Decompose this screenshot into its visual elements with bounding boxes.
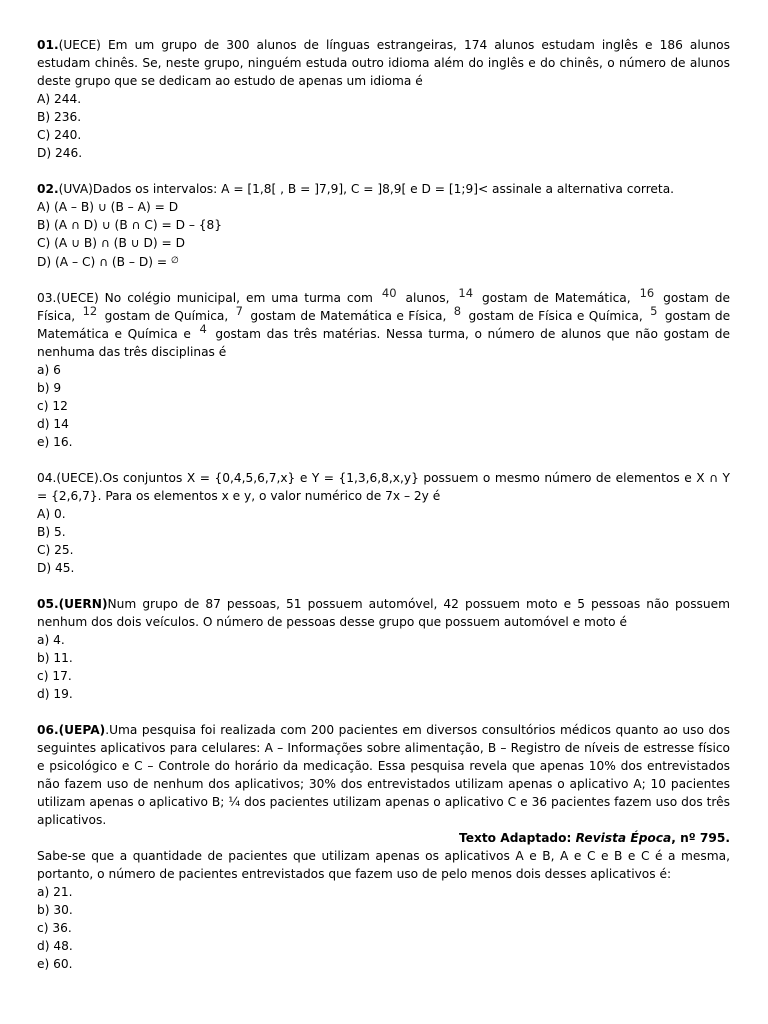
option: D) 45. — [37, 561, 75, 575]
option: b) 11. — [37, 651, 73, 665]
option: A) 0. — [37, 507, 66, 521]
text-segment: gostam de Matemática e Química e — [37, 309, 731, 341]
option: A) 244. — [37, 92, 82, 106]
question-03-label: 03.(UECE) No colégio municipal, em uma turma com — [37, 291, 373, 305]
question-06-statement — [37, 721, 730, 829]
number-math: 14 — [458, 286, 474, 300]
option: a) 6 — [37, 363, 61, 377]
question-04-statement: 04.(UECE).Os conjuntos X = {0,4,5,6,7,x} e Y = {1,3,6,8,x,y} possuem o mesmo número de elementos e X ∩ Y = {2,6,7}. Para os elementos x e y, o valor numérico de 7x – 2y é — [37, 471, 730, 503]
option: A) (A – B) ∪ (B – A) = D — [37, 200, 179, 214]
source-label: Texto Adaptado: — [459, 831, 576, 845]
text-segment: gostam de Física, — [37, 291, 731, 323]
question-06-number: 06.(UEPA) — [37, 723, 106, 737]
number-physics: 16 — [639, 286, 655, 300]
question-03-statement — [37, 286, 731, 361]
empty-set-symbol: ∅ — [170, 256, 179, 266]
text-segment: gostam de Matemática, — [482, 291, 631, 305]
question-01 — [37, 36, 730, 162]
option: C) 25. — [37, 543, 74, 557]
question-01-statement — [37, 36, 730, 90]
question-05-text: Num grupo de 87 pessoas, 51 possuem automóvel, 42 possuem moto e 5 pessoas não possuem nenhum dos dois veículos. O número de pessoas desse grupo que possuem automóvel e moto é — [37, 597, 730, 629]
question-02 — [37, 180, 730, 271]
option: d) 19. — [37, 687, 73, 701]
question-06-text: .Uma pesquisa foi realizada com 200 pacientes em diversos consultórios médicos quanto ao uso dos seguintes aplicativos para celulares: A – Informações sobre alimentação, B – Registro de níveis de estresse físico e psicológico e C – Controle do horário da medicação. Essa pesquisa revela que apenas 10% dos entrevistados não fazem uso de nenhum dos aplicativos; 30% dos entrevistados utilizam apenas o aplicativo A; 10 pacientes utilizam apenas o aplicativo B; ¼ dos pacientes utilizam apenas o aplicativo C e 36 pacientes fazem uso dos três aplicativos. — [37, 723, 730, 827]
question-01-text: (UECE) Em um grupo de 300 alunos de línguas estrangeiras, 174 alunos estudam inglês e 186 alunos estudam chinês. Se, neste grupo, ninguém estuda outro idioma além do inglês e do chinês, o número de alunos deste grupo que se dedicam ao estudo de apenas um idioma é — [37, 38, 730, 88]
question-01-number: 01. — [37, 38, 59, 52]
source-title: Revista Época — [575, 831, 672, 845]
number-physics-chemistry: 8 — [453, 304, 462, 318]
option: b) 9 — [37, 381, 62, 395]
option: e) 16. — [37, 435, 73, 449]
number-all-three: 4 — [199, 322, 207, 336]
number-chemistry: 12 — [82, 304, 98, 318]
option: B) 236. — [37, 110, 82, 124]
number-math-physics: 7 — [235, 304, 243, 318]
option: a) 21. — [37, 885, 73, 899]
question-03 — [37, 286, 731, 451]
number-total: 40 — [381, 286, 397, 300]
question-02-statement — [37, 180, 730, 198]
option: B) 5. — [37, 525, 66, 539]
option: e) 60. — [37, 957, 73, 971]
option: a) 4. — [37, 633, 65, 647]
source-citation — [37, 829, 730, 847]
text-segment: gostam de Matemática e Física, — [250, 309, 447, 323]
question-06 — [37, 721, 730, 973]
option: C) (A ∪ B) ∩ (B ∪ D) = D — [37, 236, 185, 250]
text-segment: gostam das três matérias. Nessa turma, o número de alunos que não gostam de nenhuma das três disciplinas é — [37, 327, 730, 359]
text-segment: gostam de Química, — [104, 309, 229, 323]
question-02-text: (UVA)Dados os intervalos: A = [1,8[ , B = ]7,9], C = ]8,9[ e D = [1;9]< assinale a alternativa correta. — [58, 182, 675, 196]
option: d) 14 — [37, 417, 69, 431]
option: B) (A ∩ D) ∪ (B ∩ C) = D – {8} — [37, 218, 223, 232]
option-d-text: D) (A – C) ∩ (B – D) = — [37, 255, 171, 269]
exercise-sheet — [37, 36, 730, 991]
question-06-prompt: Sabe-se que a quantidade de pacientes que utilizam apenas os aplicativos A e B, A e C e B e C é a mesma, portanto, o número de pacientes entrevistados que fazem uso de pelo menos dois desses aplicativos é: — [37, 849, 730, 881]
option: C) 240. — [37, 128, 82, 142]
option: d) 48. — [37, 939, 73, 953]
question-02-number: 02. — [37, 182, 59, 196]
option: c) 17. — [37, 669, 72, 683]
option: D) 246. — [37, 146, 83, 160]
text-segment: alunos, — [405, 291, 450, 305]
question-05 — [37, 595, 730, 703]
question-04 — [37, 469, 730, 577]
text-segment: gostam de Física e Química, — [468, 309, 643, 323]
option: c) 36. — [37, 921, 72, 935]
option: b) 30. — [37, 903, 73, 917]
question-05-statement — [37, 595, 730, 631]
option — [37, 252, 730, 271]
option: c) 12 — [37, 399, 68, 413]
number-math-chemistry: 5 — [650, 304, 658, 318]
source-issue: , nº 795. — [671, 831, 730, 845]
question-05-number: 05.(UERN) — [37, 597, 108, 611]
